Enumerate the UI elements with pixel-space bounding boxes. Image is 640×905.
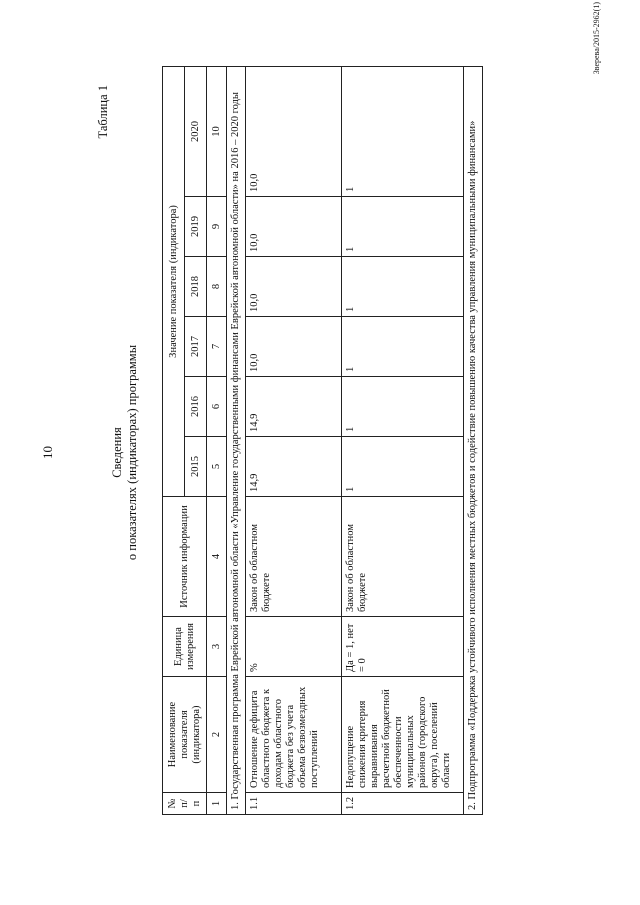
- header-year: 2016: [185, 377, 207, 437]
- row-name: Недопущение снижения критерия выравнивания расчетной бюджетной обеспеченности муниципальных районов (городского округа), поселений области: [342, 677, 464, 793]
- row-value: 1: [342, 66, 464, 196]
- section-title-2: 2. Подпрограмма «Поддержка устойчивого исполнения местных бюджетов и содействие повышению качества управления муниципальными финансами»: [464, 66, 483, 814]
- header-source: Источник информации: [163, 497, 207, 617]
- section-row: [464, 66, 483, 814]
- row-unit: Да = 1, нет = 0: [342, 617, 464, 677]
- column-number: 4: [207, 497, 227, 617]
- column-number: 6: [207, 377, 227, 437]
- table-caption: Таблица 1: [96, 85, 110, 139]
- row-value: 10,0: [246, 197, 342, 257]
- header-year: 2015: [185, 437, 207, 497]
- header-name: Наименование показателя (индикатора): [163, 677, 207, 793]
- row-value: 1: [342, 377, 464, 437]
- column-number: 7: [207, 317, 227, 377]
- table-row: [342, 66, 464, 814]
- header-unit: Единица измерения: [163, 617, 207, 677]
- column-number: 10: [207, 66, 227, 196]
- column-number: 3: [207, 617, 227, 677]
- header-year: 2018: [185, 257, 207, 317]
- header-year: 2020: [185, 66, 207, 196]
- header-year: 2019: [185, 197, 207, 257]
- row-value: 10,0: [246, 317, 342, 377]
- column-number-row: [207, 66, 227, 814]
- row-name: Отношение дефицита областного бюджета к доходам областного бюджета без учета объема безвозмездных поступлений: [246, 677, 342, 793]
- document-code: Зверева/2015-2962(1): [592, 2, 601, 75]
- page-number: 10: [40, 446, 55, 459]
- row-value: 1: [342, 197, 464, 257]
- document-title: [110, 0, 140, 905]
- row-unit: %: [246, 617, 342, 677]
- row-source: Закон об областном бюджете: [342, 497, 464, 617]
- header-values-group: Значение показателя (индикатора): [163, 66, 185, 496]
- section-title-1: 1. Государственная программа Еврейской автономной области «Управление государственными финансами Еврейской автономной области» на 2016 – 2020 годы: [227, 66, 246, 814]
- row-num: 1.1: [246, 793, 342, 815]
- row-value: 10,0: [246, 257, 342, 317]
- section-row: [227, 66, 246, 814]
- column-number: 9: [207, 197, 227, 257]
- row-value: 1: [342, 317, 464, 377]
- column-number: 2: [207, 677, 227, 793]
- row-num: 1.2: [342, 793, 464, 815]
- row-value: 1: [342, 437, 464, 497]
- row-value: 14,9: [246, 437, 342, 497]
- header-year: 2017: [185, 317, 207, 377]
- indicators-table: [162, 66, 483, 815]
- row-source: Закон об областном бюджете: [246, 497, 342, 617]
- table-row: [246, 66, 342, 814]
- row-value: 1: [342, 257, 464, 317]
- title-line-2: о показателях (индикаторах) программы: [125, 344, 139, 561]
- column-number: 8: [207, 257, 227, 317]
- title-line-1: Сведения: [110, 427, 124, 478]
- header-num: № п/п: [163, 793, 207, 815]
- column-number: 5: [207, 437, 227, 497]
- row-value: 14,9: [246, 377, 342, 437]
- row-value: 10,0: [246, 66, 342, 196]
- header-row-1: [163, 66, 185, 814]
- column-number: 1: [207, 793, 227, 815]
